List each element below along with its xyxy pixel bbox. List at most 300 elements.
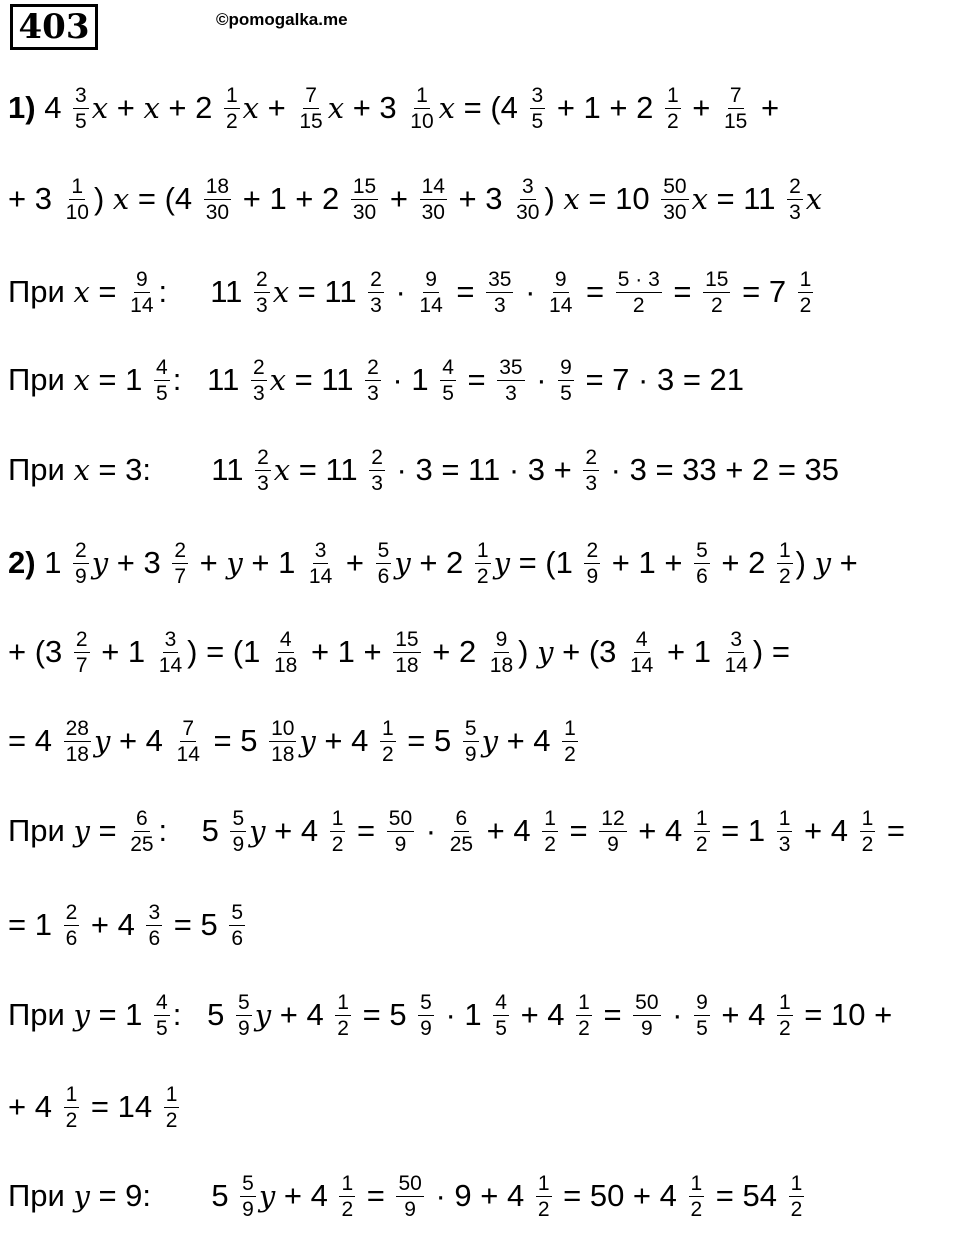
variable: x xyxy=(438,91,455,125)
expression-text: + 1 xyxy=(658,634,720,669)
fraction xyxy=(417,267,444,318)
expression-text: + 1 xyxy=(92,634,154,669)
expression-text: = xyxy=(348,813,384,848)
denominator: 2 xyxy=(666,109,679,133)
expression-text: : 5 xyxy=(172,997,234,1032)
denominator: 2 xyxy=(337,1016,349,1040)
denominator: 5 xyxy=(442,381,454,405)
expression-text: = 5 xyxy=(204,723,267,758)
fraction xyxy=(269,716,296,767)
expression-text: = xyxy=(577,274,613,309)
fraction xyxy=(860,806,876,857)
numerator: 1 xyxy=(331,806,344,830)
expression-text: = 7 · 3 = 21 xyxy=(576,362,745,397)
fraction xyxy=(251,355,267,406)
denominator: 2 xyxy=(382,742,394,766)
denominator: 18 xyxy=(395,653,419,677)
expression-text: ) xyxy=(518,634,538,669)
numerator: 35 xyxy=(499,355,523,379)
numerator: 1 xyxy=(544,806,556,830)
expression-text: + (3 xyxy=(553,634,625,669)
numerator: 2 xyxy=(370,267,382,291)
expression-text: ) xyxy=(795,545,815,580)
expression-text: При xyxy=(8,813,74,848)
denominator: 2 xyxy=(695,832,708,856)
fraction xyxy=(694,806,710,857)
denominator: 14 xyxy=(630,653,654,677)
denominator: 9 xyxy=(607,832,619,856)
expression-text: = 10 + xyxy=(795,997,893,1032)
fraction xyxy=(448,806,475,857)
numerator: 2 xyxy=(367,355,379,379)
numerator: 5 xyxy=(231,900,244,924)
denominator: 18 xyxy=(271,742,295,766)
denominator: 15 xyxy=(299,109,323,133)
expression-text: = 14 xyxy=(82,1089,161,1124)
numerator: 1 xyxy=(337,990,349,1014)
variable: x xyxy=(691,182,708,216)
fraction xyxy=(335,990,351,1041)
denominator: 25 xyxy=(130,832,154,856)
numerator: 1 xyxy=(537,1171,550,1195)
variable: x xyxy=(91,91,109,125)
expression-text: + 4 xyxy=(478,813,540,848)
equation-line xyxy=(8,440,839,500)
expression-text: + 4 xyxy=(271,997,333,1032)
expression-text: + 4 xyxy=(275,1178,337,1213)
numerator: 2 xyxy=(586,538,599,562)
expression-text: = 11 xyxy=(289,274,366,309)
expression-text: · 1 xyxy=(436,997,491,1032)
numerator: 50 xyxy=(663,174,687,198)
expression-text: + 1 + 2 xyxy=(548,90,662,125)
fraction xyxy=(789,1171,805,1222)
denominator: 6 xyxy=(696,564,708,588)
site-credit: ©pomogalka.me xyxy=(216,10,348,29)
expression-text: = 10 xyxy=(579,181,659,216)
denominator: 30 xyxy=(352,200,377,224)
numerator: 2 xyxy=(65,900,78,924)
expression-text: = (4 xyxy=(129,181,201,216)
expression-text: При xyxy=(8,1178,74,1213)
fraction xyxy=(351,174,378,225)
expression-text: = 5 xyxy=(353,997,416,1032)
denominator: 2 xyxy=(778,1016,791,1040)
expression-text: ) xyxy=(544,181,564,216)
numerator: 6 xyxy=(455,806,468,830)
expression-text: + 2 xyxy=(410,545,472,580)
expression-text: + 4 xyxy=(8,1089,61,1124)
denominator: 9 xyxy=(394,832,407,856)
fraction xyxy=(787,174,803,225)
denominator: 3 xyxy=(778,832,791,856)
fraction xyxy=(694,538,710,589)
fraction xyxy=(396,1171,423,1222)
numerator: 2 xyxy=(252,355,265,379)
fraction xyxy=(73,538,89,589)
denominator: 3 xyxy=(505,381,517,405)
numerator: 5 xyxy=(377,538,390,562)
numerator: 4 xyxy=(442,355,454,379)
variable: x xyxy=(327,91,345,125)
variable: x xyxy=(73,363,90,397)
denominator: 7 xyxy=(174,564,186,588)
fraction xyxy=(307,538,334,589)
expression-text: + 2 xyxy=(159,90,221,125)
denominator: 3 xyxy=(371,471,383,495)
denominator: 5 xyxy=(495,1016,507,1040)
equation-line xyxy=(8,262,816,322)
expression-text: + 4 xyxy=(629,813,691,848)
denominator: 9 xyxy=(464,742,477,766)
equation-line xyxy=(8,78,779,138)
fraction xyxy=(240,1171,256,1222)
numerator: 7 xyxy=(182,716,195,740)
numerator: 5 xyxy=(232,806,245,830)
denominator: 5 xyxy=(560,381,572,405)
expression-text: · xyxy=(516,274,545,309)
denominator: 14 xyxy=(419,293,443,317)
numerator: 9 xyxy=(554,267,567,291)
expression-text: + 1 xyxy=(242,545,304,580)
denominator: 9 xyxy=(238,1016,250,1040)
expression-text: = xyxy=(447,274,484,309)
numerator: 3 xyxy=(531,83,544,107)
numerator: 15 xyxy=(705,267,729,291)
expression-text: = 3: 11 xyxy=(89,452,253,487)
numerator: 5 xyxy=(696,538,708,562)
numerator: 9 xyxy=(696,990,708,1014)
variable: y xyxy=(226,546,243,580)
variable: y xyxy=(814,546,831,580)
denominator: 25 xyxy=(449,832,474,856)
numerator: 1 xyxy=(778,806,791,830)
numerator: 9 xyxy=(495,627,508,651)
fraction xyxy=(616,267,662,318)
numerator: 2 xyxy=(256,267,268,291)
denominator: 9 xyxy=(75,564,87,588)
denominator: 3 xyxy=(370,293,382,317)
numerator: 5 xyxy=(420,990,432,1014)
numerator: 18 xyxy=(205,174,230,198)
fraction xyxy=(665,83,681,134)
fraction xyxy=(74,627,90,678)
equation-line xyxy=(8,350,744,410)
fraction xyxy=(204,174,231,225)
fraction xyxy=(365,355,381,406)
expression-text: + xyxy=(191,545,227,580)
fraction xyxy=(562,716,578,767)
numerator: 3 xyxy=(521,174,534,198)
fraction xyxy=(73,83,89,134)
numerator: 15 xyxy=(352,174,377,198)
expression-text: = 1 xyxy=(712,813,774,848)
numerator: 4 xyxy=(635,627,648,651)
numerator: 2 xyxy=(371,445,383,469)
denominator: 2 xyxy=(165,1108,178,1132)
numerator: 1 xyxy=(564,716,576,740)
variable: x xyxy=(112,182,130,216)
expression-text: + 1 + xyxy=(603,545,692,580)
numerator: 1 xyxy=(341,1171,354,1195)
numerator: 14 xyxy=(421,174,445,198)
denominator: 2 xyxy=(564,742,576,766)
expression-text: + 1 + xyxy=(302,634,391,669)
fraction xyxy=(463,716,479,767)
fraction xyxy=(175,716,202,767)
numerator: 4 xyxy=(156,990,168,1014)
numerator: 5 xyxy=(238,990,250,1014)
denominator: 9 xyxy=(242,1197,254,1221)
denominator: 5 xyxy=(156,381,168,405)
denominator: 30 xyxy=(516,200,540,224)
denominator: 3 xyxy=(493,293,506,317)
numerator: 4 xyxy=(495,990,507,1014)
fraction xyxy=(542,806,558,857)
denominator: 2 xyxy=(690,1197,703,1221)
expression-text: + xyxy=(683,90,719,125)
expression-text: + 4 xyxy=(795,813,857,848)
equation-line xyxy=(8,1077,182,1137)
expression-text: : 11 xyxy=(158,274,251,309)
denominator: 7 xyxy=(75,653,88,677)
numerator: 1 xyxy=(165,1082,178,1106)
expression-text: = xyxy=(358,1178,394,1213)
expression-text: + xyxy=(381,181,417,216)
expression-text: + 4 xyxy=(712,997,774,1032)
fraction xyxy=(376,538,392,589)
fraction xyxy=(486,267,513,318)
numerator: 1 xyxy=(690,1171,703,1195)
denominator: 2 xyxy=(778,564,791,588)
fraction xyxy=(418,990,434,1041)
variable: x xyxy=(143,91,160,125)
fraction xyxy=(576,990,592,1041)
expression-text: = 54 xyxy=(707,1178,786,1213)
fraction xyxy=(339,1171,355,1222)
fraction xyxy=(530,83,546,134)
numerator: 5 xyxy=(242,1171,254,1195)
expression-text: = (1 xyxy=(509,545,582,580)
expression-text: 4 xyxy=(44,90,71,125)
numerator: 1 xyxy=(790,1171,803,1195)
numerator: 6 xyxy=(136,806,148,830)
fraction xyxy=(146,900,162,951)
numerator: 3 xyxy=(164,627,177,651)
expression-text: + 4 xyxy=(110,723,172,758)
equation-line xyxy=(8,169,822,229)
variable: y xyxy=(299,724,316,758)
expression-text: ) xyxy=(93,181,113,216)
variable: x xyxy=(73,453,90,487)
fraction xyxy=(628,627,655,678)
denominator: 14 xyxy=(176,742,200,766)
denominator: 6 xyxy=(377,564,390,588)
fraction xyxy=(777,538,793,589)
fraction xyxy=(777,806,793,857)
fraction xyxy=(703,267,730,318)
fraction xyxy=(172,538,188,589)
denominator: 2 xyxy=(544,832,556,856)
numerator: 2 xyxy=(585,445,598,469)
expression-text: + 2 xyxy=(712,545,774,580)
expression-text: + (3 xyxy=(8,634,71,669)
expression-text: + 2 xyxy=(423,634,485,669)
equation-line xyxy=(8,985,892,1045)
denominator: 3 xyxy=(367,381,379,405)
expression-text: · xyxy=(417,813,445,848)
expression-text: + 3 xyxy=(344,90,406,125)
fraction xyxy=(661,174,688,225)
numerator: 4 xyxy=(279,627,292,651)
numerator: 1 xyxy=(695,806,708,830)
denominator: 9 xyxy=(420,1016,432,1040)
expression-text: + xyxy=(830,545,858,580)
expression-text: = xyxy=(594,997,631,1032)
denominator: 18 xyxy=(273,653,298,677)
fraction xyxy=(583,445,599,496)
numerator: 1 xyxy=(65,1082,78,1106)
denominator: 3 xyxy=(252,381,265,405)
expression-text: = xyxy=(89,813,126,848)
variable: y xyxy=(91,546,109,580)
variable: y xyxy=(93,724,111,758)
expression-text: · xyxy=(386,274,415,309)
denominator: 2 xyxy=(790,1197,803,1221)
expression-text: + xyxy=(752,90,780,125)
denominator: 9 xyxy=(404,1197,416,1221)
fraction xyxy=(64,174,91,225)
denominator: 10 xyxy=(410,109,434,133)
numerator: 4 xyxy=(156,355,168,379)
fraction xyxy=(154,355,170,406)
fraction xyxy=(128,806,155,857)
denominator: 2 xyxy=(799,293,812,317)
numerator: 1 xyxy=(71,174,84,198)
fraction xyxy=(723,627,750,678)
fraction xyxy=(689,1171,705,1222)
expression-text: + xyxy=(259,90,295,125)
numerator: 3 xyxy=(148,900,161,924)
numerator: 1 xyxy=(778,538,791,562)
variable: x xyxy=(73,275,90,309)
fraction xyxy=(584,538,600,589)
variable: y xyxy=(249,814,266,848)
denominator: 2 xyxy=(861,832,874,856)
variable: y xyxy=(537,635,554,669)
expression-text: = 9: 5 xyxy=(89,1178,238,1213)
numerator: 15 xyxy=(395,627,419,651)
fraction xyxy=(64,1082,80,1133)
fraction xyxy=(368,267,384,318)
denominator: 3 xyxy=(257,471,269,495)
expression-text: · 3 = 11 · 3 + xyxy=(387,452,581,487)
numerator: 1 xyxy=(476,538,489,562)
numerator: 3 xyxy=(314,538,327,562)
denominator: 2 xyxy=(65,1108,78,1132)
expression-text: ) = xyxy=(752,634,790,669)
denominator: 14 xyxy=(130,293,154,317)
expression-text: · 1 xyxy=(383,362,438,397)
fraction xyxy=(272,627,299,678)
expression-text: + xyxy=(108,90,144,125)
expression-text: = xyxy=(89,274,126,309)
expression-text: : 11 xyxy=(172,362,248,397)
fraction xyxy=(408,83,435,134)
expression-text: · xyxy=(527,362,556,397)
denominator: 10 xyxy=(65,200,89,224)
numerator: 2 xyxy=(75,627,88,651)
denominator: 3 xyxy=(256,293,268,317)
part-label: 2) xyxy=(8,545,45,580)
variable: x xyxy=(272,275,290,309)
variable: y xyxy=(73,1179,90,1213)
expression-text: + 3 xyxy=(449,181,512,216)
expression-text: = 4 xyxy=(8,723,61,758)
expression-text: = 50 + 4 xyxy=(554,1178,686,1213)
fraction xyxy=(64,716,91,767)
denominator: 9 xyxy=(586,564,599,588)
expression-text: = 1 xyxy=(89,362,151,397)
numerator: 7 xyxy=(305,83,317,107)
expression-text: При xyxy=(8,362,74,397)
problem-number: 403 xyxy=(10,4,98,50)
denominator: 18 xyxy=(489,653,514,677)
numerator: 50 xyxy=(398,1171,422,1195)
denominator: 5 xyxy=(75,109,87,133)
fraction xyxy=(514,174,541,225)
numerator: 35 xyxy=(488,267,512,291)
denominator: 14 xyxy=(549,293,573,317)
denominator: 2 xyxy=(578,1016,590,1040)
expression-text: + 4 xyxy=(265,813,327,848)
expression-text: · 9 + 4 xyxy=(426,1178,533,1213)
fraction xyxy=(330,806,346,857)
expression-text: + 4 xyxy=(315,723,377,758)
expression-text: = 11 xyxy=(707,181,785,216)
variable: y xyxy=(394,546,411,580)
numerator: 1 xyxy=(666,83,679,107)
fraction xyxy=(694,990,710,1041)
variable: y xyxy=(254,998,272,1032)
variable: x xyxy=(242,91,260,125)
fraction xyxy=(493,990,509,1041)
expression-text: При xyxy=(8,452,74,487)
fraction xyxy=(64,900,80,951)
fraction xyxy=(229,900,245,951)
fraction xyxy=(599,806,626,857)
numerator: 12 xyxy=(601,806,625,830)
expression-text: = xyxy=(878,813,905,848)
denominator: 18 xyxy=(65,742,89,766)
fraction xyxy=(536,1171,552,1222)
fraction xyxy=(798,267,814,318)
fraction xyxy=(236,990,252,1041)
numerator: 9 xyxy=(425,267,437,291)
expression-text: · 3 = 33 + 2 = 35 xyxy=(602,452,840,487)
denominator: 14 xyxy=(724,653,748,677)
numerator: 9 xyxy=(135,267,148,291)
equation-line xyxy=(8,622,790,682)
expression-text: = 7 xyxy=(733,274,795,309)
numerator: 5 · 3 xyxy=(617,267,660,291)
variable: y xyxy=(73,998,90,1032)
expression-text: + 3 xyxy=(8,181,61,216)
variable: x xyxy=(269,363,286,397)
variable: y xyxy=(258,1179,276,1213)
numerator: 3 xyxy=(730,627,743,651)
numerator: 5 xyxy=(464,716,477,740)
